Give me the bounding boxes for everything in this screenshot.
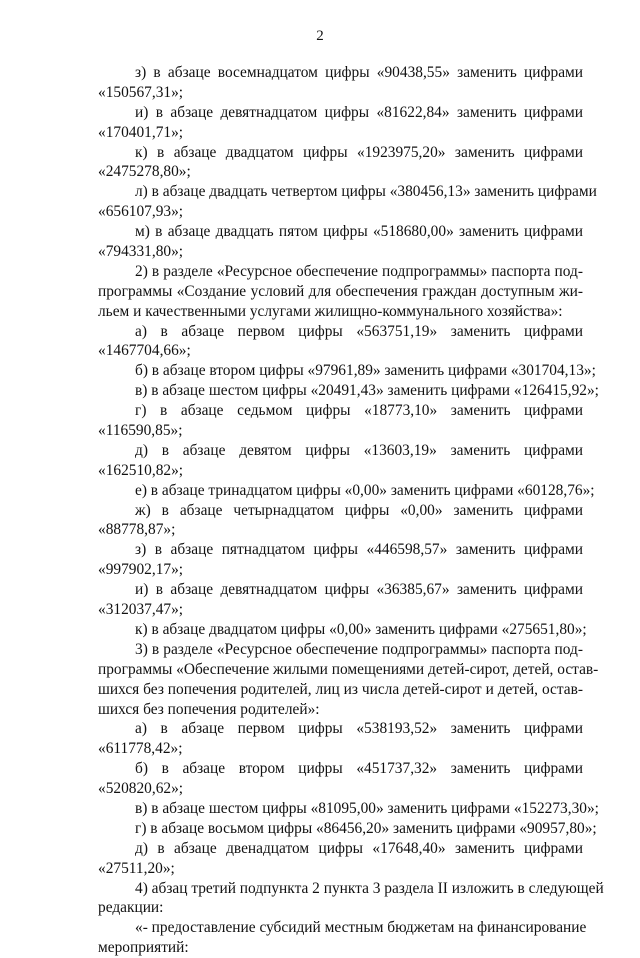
text-line: «116590,85»; [98,422,183,440]
text-line: «162510,82»; [98,461,184,479]
text-line: «88778,87»; [98,521,176,539]
text-line: «656107,93»; [98,203,184,221]
text-line: «1467704,66»; [98,342,191,360]
text-line: шихся без попечения родителей, лиц из числа детей-сирот и детей, остав- [98,680,583,698]
text-line: д) в абзаце двенадцатом цифры «17648,40» заменить цифрами [135,839,583,857]
text-line: и) в абзаце девятнадцатом цифры «36385,67» заменить цифрами [135,581,583,599]
text-line: «2475278,80»; [98,163,191,181]
text-line: «794331,80»; [98,243,184,261]
text-line: г) в абзаце восьмом цифры «86456,20» заменить цифрами «90957,80»; [135,819,597,837]
text-line: г) в абзаце седьмом цифры «18773,10» заменить цифрами [135,402,583,420]
text-line: а) в абзаце первом цифры «538193,52» заменить цифрами [135,720,583,738]
text-line: «997902,17»; [98,561,184,579]
text-line: «170401,71»; [98,123,184,141]
text-line: 3) в разделе «Ресурсное обеспечение подпрограммы» паспорта под- [135,640,583,658]
text-line: д) в абзаце девятом цифры «13603,19» заменить цифрами [135,441,583,459]
text-line: л) в абзаце двадцать четвертом цифры «380456,13» заменить цифрами [135,183,597,201]
text-line: ж) в абзаце четырнадцатом цифры «0,00» заменить цифрами [135,501,583,519]
text-line: «312037,47»; [98,601,184,619]
text-line: а) в абзаце первом цифры «563751,19» заменить цифрами [135,322,583,340]
text-line: «- предоставление субсидий местным бюджетам на финансирование [135,919,587,937]
page-number: 2 [316,28,324,44]
text-line: б) в абзаце втором цифры «451737,32» заменить цифрами [135,760,583,778]
text-line: программы «Обеспечение жилыми помещениями детей-сирот, детей, остав- [98,660,599,678]
text-line: и) в абзаце девятнадцатом цифры «81622,84» заменить цифрами [135,103,583,121]
text-line: «611778,42»; [98,740,183,758]
text-line: в) в абзаце шестом цифры «20491,43» заменить цифрами «126415,92»; [135,382,599,400]
text-line: «150567,31»; [98,83,184,101]
text-line: редакции: [98,899,164,917]
text-line: «520820,62»; [98,780,184,798]
text-line: «27511,20»; [98,859,175,877]
text-line: 4) абзац третий подпункта 2 пункта 3 раздела II изложить в следующей [135,879,604,897]
text-line: е) в абзаце тринадцатом цифры «0,00» заменить цифрами «60128,76»; [135,481,595,499]
text-line: 2) в разделе «Ресурсное обеспечение подпрограммы» паспорта под- [135,262,583,280]
text-line: м) в абзаце двадцать пятом цифры «518680,00» заменить цифрами [135,223,583,241]
text-line: льем и качественными услугами жилищно-коммунального хозяйства»: [98,302,563,320]
text-line: программы «Создание условий для обеспечения граждан доступным жи- [98,282,583,300]
text-line: з) в абзаце пятнадцатом цифры «446598,57» заменить цифрами [135,541,583,559]
text-line: з) в абзаце восемнадцатом цифры «90438,55» заменить цифрами [135,64,583,81]
text-line: мероприятий: [98,939,189,957]
text-line: к) в абзаце двадцатом цифры «0,00» заменить цифрами «275651,80»; [135,620,587,638]
text-line: б) в абзаце втором цифры «97961,89» заменить цифрами «301704,13»; [135,362,596,380]
text-line: к) в абзаце двадцатом цифры «1923975,20» заменить цифрами [135,143,583,161]
text-line: шихся без попечения родителей»: [98,700,320,718]
text-line: в) в абзаце шестом цифры «81095,00» заменить цифрами «152273,30»; [135,799,599,817]
document-body [98,63,604,958]
